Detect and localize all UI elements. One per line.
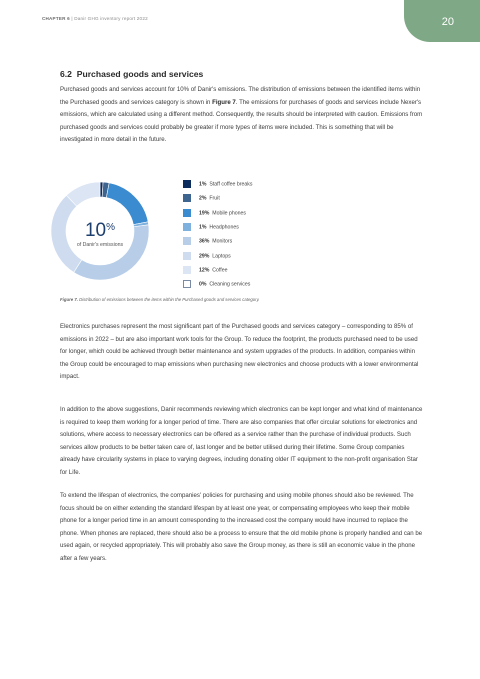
legend-item bbox=[183, 223, 239, 233]
paragraph-electronics: Electronics purchases represent the most significant part of the Purchased goods and services category – corresponding to 85% of emissions in 2022 – but are also important work tools for the Group. To reduce the footprint, the products purchased need to be used for longer, which could be achieved through better maintenance and system upgrades of the products. In addition, companies within the Group could be encouraged to map emissions when purchasing new electronics and choose products with a lower environmental impact. bbox=[60, 323, 419, 381]
donut-center-value bbox=[50, 218, 150, 241]
legend-swatch bbox=[183, 280, 191, 288]
paragraph-recommendations: In addition to the above suggestions, Danir recommends reviewing which electronics can be kept longer and what kind of maintenance is required to keep them working for a longer period of time. There are also companies that offer circular solutions for electronics and solutions, where access to necessary electronics can be offered as a service rather than the purchase of individual products. Such services allow products to be better taken care of, last longer and be better utilised during their lifetime. Some Group companies already have circularity systems in place to varying degrees, including donating older IT equipment to the non-profit organisation Star for Life. bbox=[60, 406, 423, 476]
running-header bbox=[42, 16, 148, 21]
legend-label: Staff coffee breaks bbox=[206, 181, 253, 188]
legend-swatch bbox=[183, 266, 191, 274]
legend-swatch bbox=[183, 180, 191, 188]
legend-value: 0% bbox=[199, 281, 207, 288]
donut-center-number: 10 bbox=[84, 220, 107, 241]
paragraph-intro-text-b: . The emissions for purchases of goods and services include Nexer's emissions, which are calculated using a different method. Consequently, the results should be interpreted with caution. Emissions from purchased goods and services could probably be greater if more types of items were included. This is something that will be investigated in more detail in the future. bbox=[60, 98, 423, 144]
legend-label: Headphones bbox=[206, 224, 239, 231]
section-number: 6.2 bbox=[60, 69, 72, 79]
paragraph-mobile-phones: To extend the lifespan of electronics, the companies' policies for purchasing and using mobile phones should also be reviewed. The focus should be on either extending the standard lifespan by at least one year, or compensating employees who keep their mobile phone for a longer period time in an amount corresponding to the increased cost the company would have incurred to replace the phone. When phones are replaced, there should also be a process to ensure that the old mobile phone is properly handled and can be used again, or recycled appropriately. This will probably also save the Group money, as there is still an economic value in the phone after a few years. bbox=[60, 492, 423, 562]
legend-label: Fruit bbox=[206, 195, 220, 202]
legend-item bbox=[183, 237, 232, 247]
legend-value: 1% bbox=[199, 181, 207, 188]
legend-swatch bbox=[183, 223, 191, 231]
legend-item bbox=[183, 194, 220, 204]
figure-reference-link[interactable]: Figure 7 bbox=[212, 98, 236, 106]
legend-item bbox=[183, 209, 246, 219]
header-report-title: Danir GHG inventory report 2022 bbox=[74, 16, 148, 21]
legend-value: 29% bbox=[199, 252, 210, 259]
legend-label: Cleaning services bbox=[206, 281, 251, 288]
legend-value: 1% bbox=[199, 224, 207, 231]
legend-item bbox=[183, 180, 252, 190]
paragraph-intro bbox=[60, 84, 425, 147]
legend-label: Mobile phones bbox=[209, 209, 247, 216]
header-chapter: CHAPTER 6 bbox=[42, 16, 70, 21]
legend-item bbox=[183, 280, 250, 290]
legend-label: Laptops bbox=[209, 252, 231, 259]
legend-swatch bbox=[183, 209, 191, 217]
header-separator: | bbox=[71, 16, 73, 21]
legend-item bbox=[183, 266, 227, 276]
page-number: 20 bbox=[441, 16, 454, 28]
donut-center-unit: % bbox=[106, 222, 116, 233]
figure-caption-text: Distribution of emissions between the items within the Purchased goods and services category. bbox=[77, 297, 260, 302]
section-heading bbox=[60, 69, 203, 79]
legend-swatch bbox=[183, 237, 191, 245]
legend-swatch bbox=[183, 252, 191, 260]
paragraph-intro-text-a: Purchased goods and services account for 10% of Danir's emissions. The distribution of emissions between the identified items within the Purchased goods and services category is shown in bbox=[60, 86, 421, 106]
legend-value: 2% bbox=[199, 195, 207, 202]
legend-value: 12% bbox=[199, 267, 210, 274]
legend-value: 36% bbox=[199, 238, 210, 245]
figure-caption bbox=[60, 297, 260, 302]
legend-item bbox=[183, 252, 231, 262]
legend-swatch bbox=[183, 194, 191, 202]
legend-value: 19% bbox=[199, 209, 210, 216]
legend-label: Coffee bbox=[209, 267, 228, 274]
section-title: Purchased goods and services bbox=[76, 69, 204, 79]
donut-center-caption: of Danir's emissions bbox=[76, 242, 124, 248]
donut-center-label bbox=[50, 218, 150, 248]
figure-caption-label: Figure 7. bbox=[60, 297, 78, 302]
legend-label: Monitors bbox=[209, 238, 233, 245]
